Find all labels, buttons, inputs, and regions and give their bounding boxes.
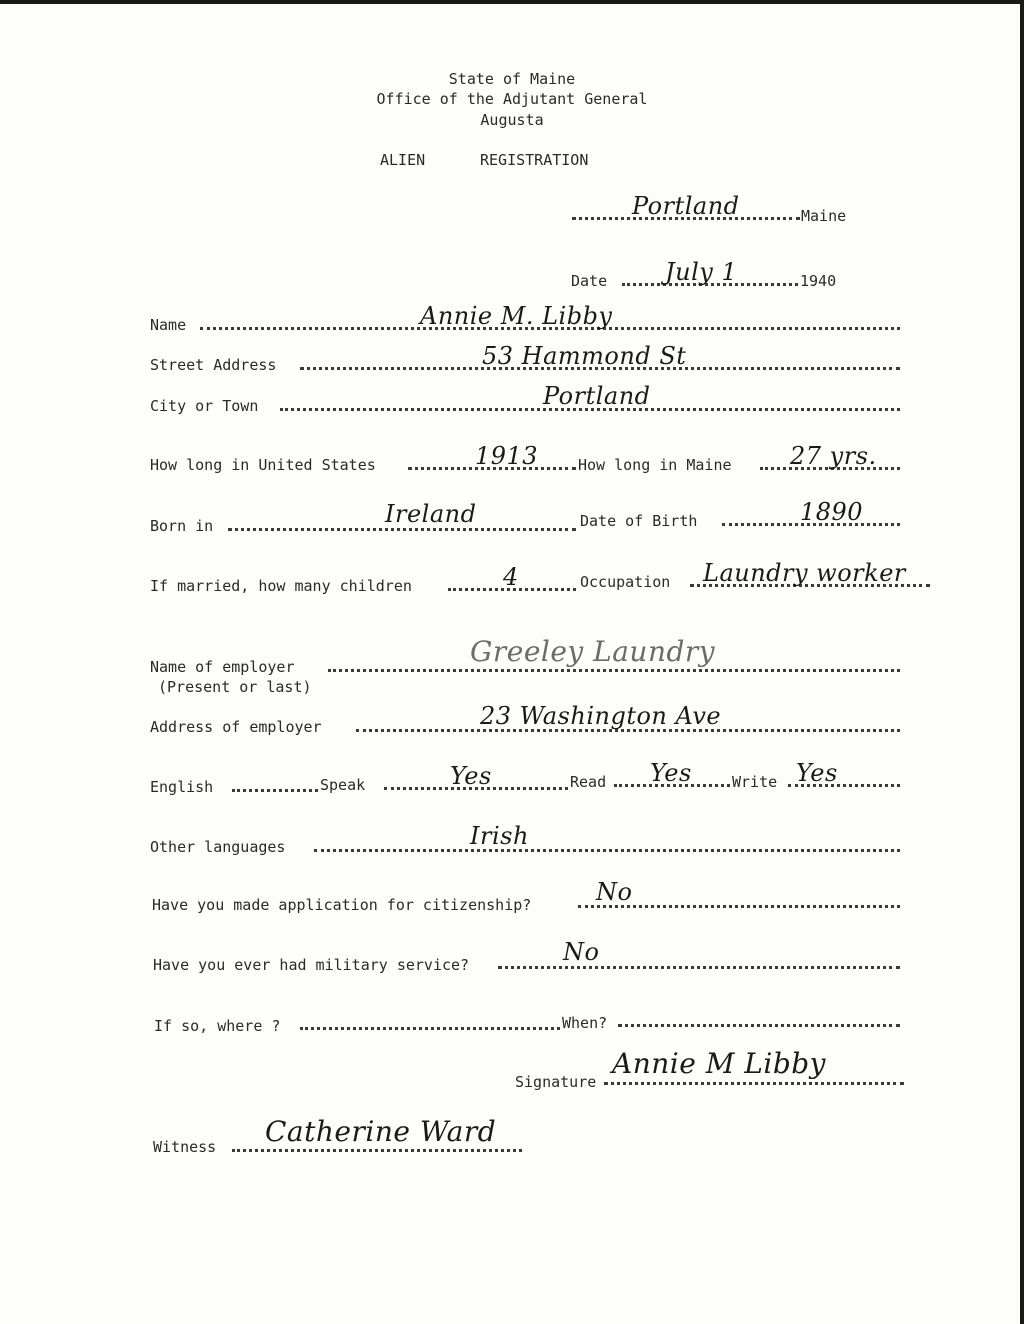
read-value: Yes: [650, 759, 692, 787]
form-title-registration: REGISTRATION: [480, 151, 589, 169]
military-value: No: [563, 938, 600, 966]
how-long-us-value: 1913: [475, 442, 539, 470]
date-label: Date: [571, 272, 608, 290]
witness-label: Witness: [153, 1138, 217, 1156]
born-in-value: Ireland: [385, 500, 477, 528]
street-address-label: Street Address: [150, 356, 277, 374]
occupation-value: Laundry worker: [703, 559, 906, 587]
header-office: Office of the Adjutant General: [376, 90, 648, 108]
signature-value: Annie M Libby: [612, 1047, 826, 1080]
born-in-label: Born in: [150, 517, 214, 535]
name-label: Name: [150, 316, 187, 334]
how-long-maine-label: How long in Maine: [578, 456, 732, 474]
employer-label: Name of employer: [150, 658, 295, 676]
header-state: State of Maine: [448, 70, 576, 88]
name-value: Annie M. Libby: [420, 302, 613, 330]
english-dots: [232, 786, 318, 792]
city-label: City or Town: [150, 397, 259, 415]
other-languages-label: Other languages: [150, 838, 286, 856]
citizenship-label: Have you made application for citizenship?: [152, 896, 532, 914]
signature-label: Signature: [515, 1073, 597, 1091]
city-value: Portland: [543, 382, 651, 410]
date-of-birth-label: Date of Birth: [580, 512, 698, 530]
occupation-label: Occupation: [580, 573, 671, 591]
when-label: When?: [562, 1014, 608, 1032]
how-long-us-label: How long in United States: [150, 456, 376, 474]
scan-edge-top: [0, 0, 1024, 4]
form-title-alien: ALIEN: [380, 151, 426, 169]
write-value: Yes: [796, 759, 838, 787]
date-of-birth-value: 1890: [800, 498, 864, 526]
other-languages-dots: [314, 846, 900, 852]
if-so-where-label: If so, where ?: [154, 1017, 281, 1035]
employer-address-value: 23 Washington Ave: [480, 702, 722, 730]
header-city: Augusta: [480, 111, 544, 129]
if-so-where-dots: [300, 1024, 560, 1030]
when-dots: [618, 1021, 900, 1027]
other-languages-value: Irish: [470, 822, 529, 850]
speak-value: Yes: [450, 762, 492, 790]
children-value: 4: [503, 563, 519, 591]
scan-edge-right: [1020, 0, 1024, 1324]
employer-value: Greeley Laundry: [470, 635, 716, 668]
date-value: July 1: [665, 258, 738, 286]
speak-label: Speak: [320, 776, 366, 794]
citizenship-value: No: [596, 878, 633, 906]
employer-address-label: Address of employer: [150, 718, 322, 736]
employer-sublabel: (Present or last): [158, 678, 312, 696]
location-state-label: Maine: [801, 207, 847, 225]
date-year: 1940: [800, 272, 837, 290]
witness-value: Catherine Ward: [265, 1115, 497, 1148]
military-label: Have you ever had military service?: [153, 956, 470, 974]
write-label: Write: [732, 773, 778, 791]
english-label: English: [150, 778, 214, 796]
military-dots: [498, 963, 900, 969]
read-label: Read: [570, 773, 607, 791]
street-address-value: 53 Hammond St: [482, 342, 687, 370]
children-label: If married, how many children: [150, 577, 412, 595]
how-long-maine-value: 27 yrs.: [790, 442, 877, 470]
location-city-value: Portland: [632, 192, 740, 220]
